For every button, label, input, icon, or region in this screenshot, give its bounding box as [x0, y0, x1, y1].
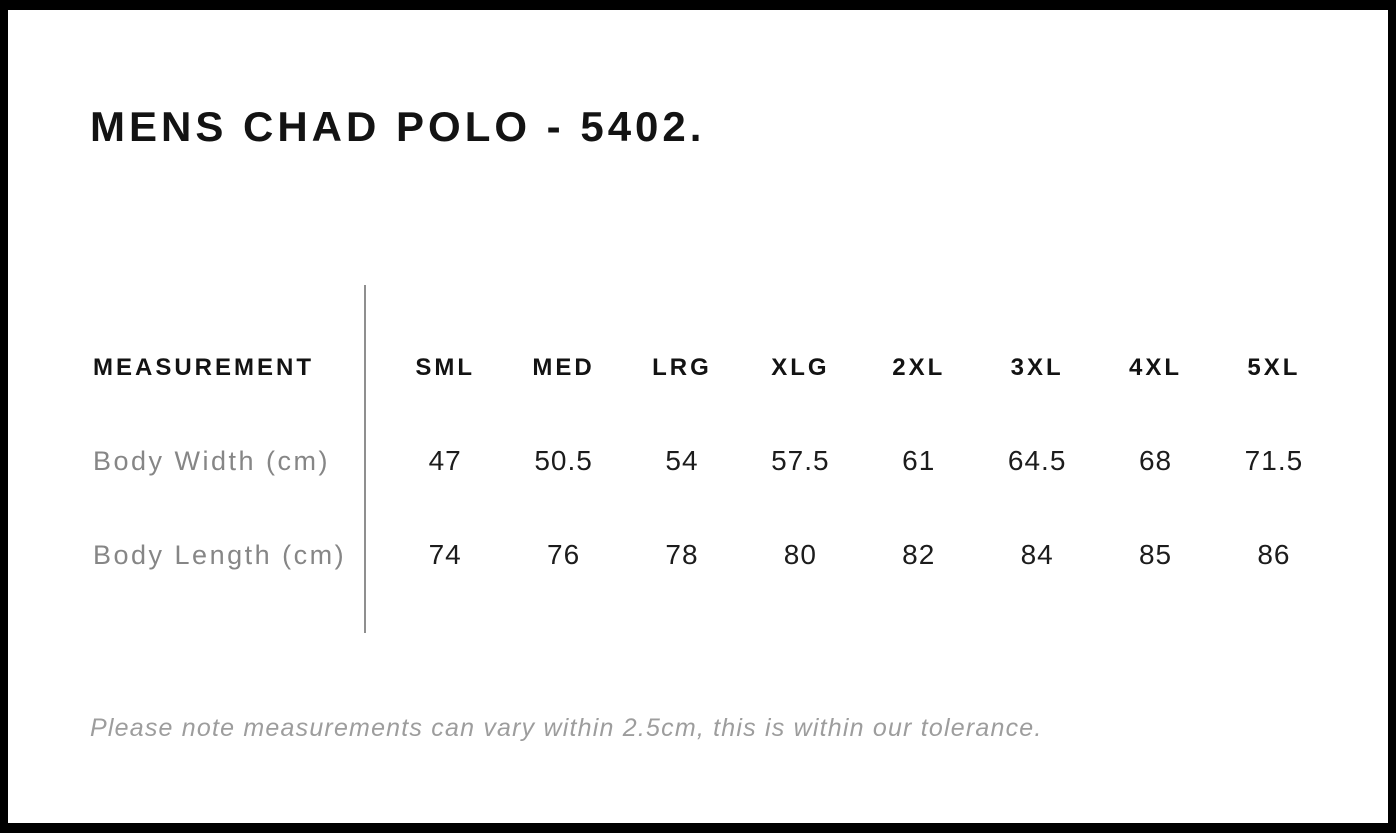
size-header-sml: SML: [415, 354, 476, 381]
row-label-body-width: Body Width (cm): [93, 445, 331, 476]
frame-top-bar: [0, 0, 1396, 10]
body-width-med: 50.5: [534, 445, 593, 476]
body-length-5xl: 86: [1257, 539, 1291, 570]
page-title: MENS CHAD POLO - 5402.: [90, 103, 706, 150]
body-width-2xl: 61: [902, 445, 936, 476]
size-header-2xl: 2XL: [892, 354, 946, 381]
body-length-2xl: 82: [902, 539, 936, 570]
size-header-5xl: 5XL: [1247, 354, 1301, 381]
size-header-lrg: LRG: [652, 354, 712, 381]
body-width-xlg: 57.5: [771, 445, 830, 476]
table-row-body-length: [93, 535, 1333, 575]
tolerance-note: Please note measurements can vary within 2.5cm, this is within our tolerance.: [90, 714, 1043, 742]
frame-left-bar: [0, 0, 8, 833]
body-length-med: 76: [547, 539, 581, 570]
body-length-4xl: 85: [1138, 539, 1173, 570]
body-length-3xl: 84: [1020, 539, 1054, 570]
body-length-sml: 74: [428, 539, 462, 570]
size-header-3xl: 3XL: [1010, 354, 1064, 381]
body-width-4xl: 68: [1138, 445, 1173, 476]
body-length-lrg: 78: [665, 539, 699, 570]
size-table-header-row: [93, 348, 1333, 388]
row-label-body-length: Body Length (cm): [93, 539, 347, 570]
body-length-xlg: 80: [783, 539, 817, 570]
measurement-column-header: MEASUREMENT: [93, 354, 315, 381]
frame-right-bar: [1388, 0, 1396, 833]
body-width-5xl: 71.5: [1244, 445, 1304, 476]
body-width-3xl: 64.5: [1007, 445, 1067, 476]
body-width-lrg: 54: [665, 445, 699, 476]
size-header-xlg: XLG: [771, 354, 830, 381]
body-width-sml: 47: [428, 445, 462, 476]
frame-bottom-bar: [0, 823, 1396, 833]
size-header-med: MED: [532, 354, 595, 381]
table-row-body-width: [93, 441, 1333, 481]
size-header-4xl: 4XL: [1129, 354, 1183, 381]
